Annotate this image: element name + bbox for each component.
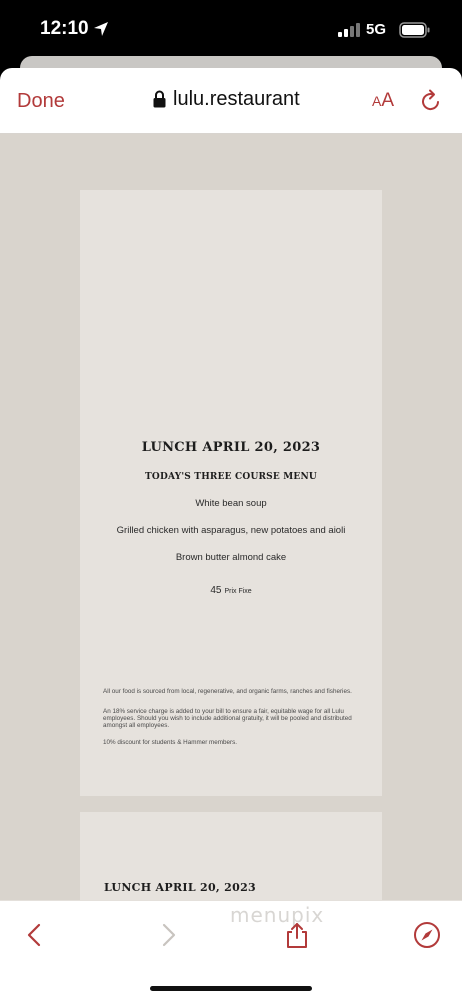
back-chevron-icon[interactable] <box>22 921 50 949</box>
menu-title-next: LUNCH APRIL 20, 2023 <box>104 881 256 894</box>
menu-title: LUNCH APRIL 20, 2023 <box>141 440 321 455</box>
text-size-large-a: A <box>381 90 395 111</box>
price-line <box>80 580 382 598</box>
compass-icon[interactable] <box>413 921 441 949</box>
course-item: Brown butter almond cake <box>175 552 287 563</box>
course-heading: TODAY'S THREE COURSE MENU <box>145 472 317 482</box>
discount-note: 10% discount for students & Hammer members. <box>103 739 238 746</box>
battery-icon <box>399 22 431 38</box>
location-arrow-icon <box>93 21 109 37</box>
web-page[interactable] <box>0 134 462 900</box>
text-size-small-a: A <box>372 93 382 109</box>
browser-bottom-bar <box>0 900 462 1000</box>
done-button[interactable]: Done <box>17 90 65 112</box>
status-time: 12:10 <box>40 18 89 39</box>
menu-card <box>80 190 382 796</box>
reload-icon[interactable] <box>419 89 443 113</box>
course-item: Grilled chicken with asparagus, new potatoes and aioli <box>116 525 346 536</box>
price-label: Prix Fixe <box>224 588 252 595</box>
browser-top-bar <box>0 68 462 134</box>
menu-card-next <box>80 812 382 900</box>
status-bar <box>0 0 462 60</box>
url-address[interactable]: lulu.restaurant <box>173 88 300 110</box>
forward-chevron-icon[interactable] <box>153 921 181 949</box>
sourcing-note: All our food is sourced from local, regenerative, and organic farms, ranches and fisheries. <box>103 688 352 695</box>
text-size-button[interactable] <box>372 90 394 112</box>
course-item: White bean soup <box>195 498 267 509</box>
price-value: 45 <box>210 585 222 596</box>
lock-icon <box>153 90 166 108</box>
signal-bars-icon <box>338 23 360 37</box>
share-icon[interactable] <box>283 921 311 949</box>
service-charge-note: An 18% service charge is added to your bill to ensure a fair, equitable wage for all Lulu employees. Should you wish to include additional gratuity, it will be pooled and distributed amongst all employees. <box>103 708 352 730</box>
home-indicator <box>150 986 312 991</box>
watermark-text: menupix <box>230 903 325 927</box>
network-type: 5G <box>366 21 387 38</box>
